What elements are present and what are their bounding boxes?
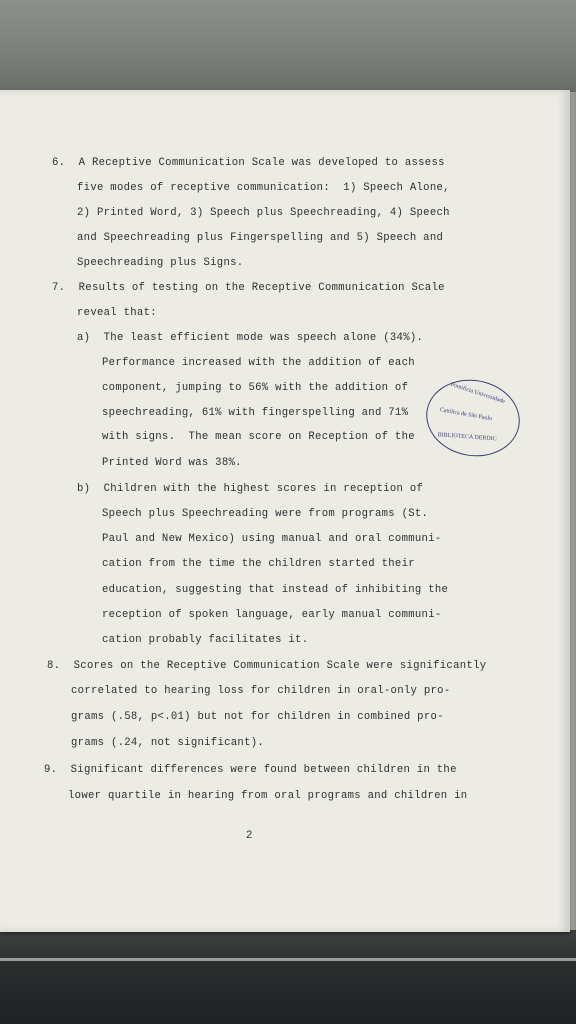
item-7a-line-3: component, jumping to 56% with the addition of <box>102 382 409 394</box>
item-6-line-4: and Speechreading plus Fingerspelling and 5) Speech and <box>77 232 444 244</box>
item-7a-line-2: Performance increased with the addition of each <box>102 357 415 369</box>
stamp-bottom-text: BIBLIOTECA DERDIC <box>437 432 497 443</box>
item-7-line-1: 7. Results of testing on the Receptive Communication Scale <box>52 282 445 294</box>
item-7b-line-4: cation from the time the children started their <box>102 558 415 570</box>
item-6-line-5: Speechreading plus Signs. <box>77 257 244 269</box>
background-bottom <box>0 930 576 1024</box>
item-8-line-4: grams (.24, not significant). <box>71 737 265 749</box>
item-7b-line-7: cation probably facilitates it. <box>102 634 309 646</box>
item-6-line-3: 2) Printed Word, 3) Speech plus Speechreading, 4) Speech <box>77 207 450 219</box>
item-8-line-2: correlated to hearing loss for children in oral-only pro- <box>71 685 451 697</box>
item-7b-line-3: Paul and New Mexico) using manual and oral communi- <box>102 533 442 545</box>
item-7b-line-6: reception of spoken language, early manual communi- <box>102 609 442 621</box>
item-6-line-2: five modes of receptive communication: 1) Speech Alone, <box>77 182 450 194</box>
item-9-line-2: lower quartile in hearing from oral programs and children in <box>68 790 468 802</box>
item-7b-line-5: education, suggesting that instead of inhibiting the <box>102 584 449 596</box>
item-7b-line-2: Speech plus Speechreading were from programs (St. <box>102 508 429 520</box>
item-7a-line-6: Printed Word was 38%. <box>102 457 242 469</box>
stamp-middle-text: Católica de São Paulo <box>439 407 493 423</box>
item-7-line-2: reveal that: <box>77 307 157 319</box>
item-7a-line-4: speechreading, 61% with fingerspelling and 71% <box>102 407 409 419</box>
binder-stripe <box>0 958 576 961</box>
item-7b-line-1: b) Children with the highest scores in reception of <box>77 483 424 495</box>
item-9-line-1: 9. Significant differences were found between children in the <box>44 764 457 776</box>
item-8-line-3: grams (.58, p<.01) but not for children in combined pro- <box>71 711 444 723</box>
item-7a-line-1: a) The least efficient mode was speech alone (34%). <box>77 332 424 344</box>
page-number: 2 <box>246 830 253 842</box>
background-top <box>0 0 576 92</box>
item-8-line-1: 8. Scores on the Receptive Communication Scale were significantly <box>47 660 487 672</box>
item-6-line-1: 6. A Receptive Communication Scale was developed to assess <box>52 157 445 169</box>
item-7a-line-5: with signs. The mean score on Reception of the <box>102 431 415 443</box>
stamp-top-text: Pontifícia Universidade <box>449 381 506 406</box>
